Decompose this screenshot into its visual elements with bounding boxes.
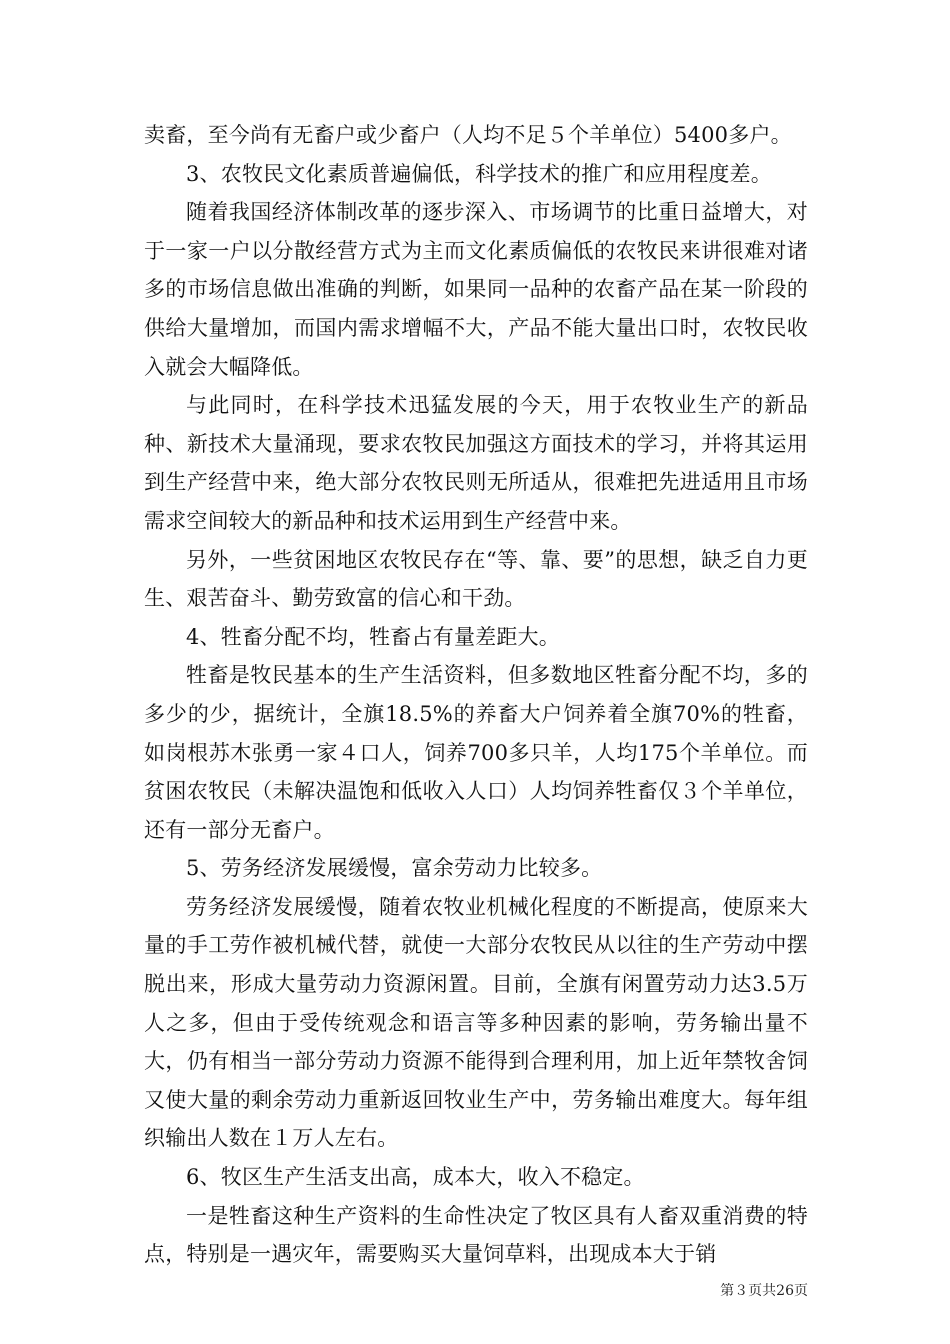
paragraph: 另外，一些贫困地区农牧民存在“等、靠、要”的思想，缺乏自力更生、艰苦奋斗、勤劳致富的信心和干劲。: [144, 547, 808, 611]
paragraph: 4、牲畜分配不均，牲畜占有量差距大。: [186, 624, 560, 649]
paragraph: 劳务经济发展缓慢，随着农牧业机械化程度的不断提高，使原来大量的手工劳作被机械代替，就使一大部分农牧民从以往的生产劳动中摆脱出来，形成大量劳动力资源闲置。目前，全旗有闲置劳动力达3.5万人之多，但由于受传统观念和语言等多种因素的影响，劳务输出量不大，仍有相当一部分劳动力资源不能得到合理利用，加上近年禁牧舍饲又使大量的剩余劳动力重新返回牧业生产中，劳务输出难度大。每年组织输出人数在１万人左右。: [144, 894, 808, 1151]
paragraph: 随着我国经济体制改革的逐步深入、市场调节的比重日益增大，对于一家一户以分散经营方式为主而文化素质偏低的农牧民来讲很难对诸多的市场信息做出准确的判断，如果同一品种的农畜产品在某一阶段的供给大量增加，而国内需求增幅不大，产品不能大量出口时，农牧民收入就会大幅降低。: [144, 200, 808, 379]
paragraph: 卖畜，至今尚有无畜户或少畜户（人均不足５个羊单位）5400多户。: [144, 123, 792, 147]
paragraph: 6、牧区生产生活支出高，成本大，收入不稳定。: [186, 1165, 645, 1190]
page-number-footer: 第３页共26页: [720, 1283, 808, 1299]
paragraph: 5、劳务经济发展缓慢，富余劳动力比较多。: [186, 856, 603, 881]
paragraph: 牲畜是牧民基本的生产生活资料，但多数地区牲畜分配不均，多的多少的少，据统计，全旗18.5%的养畜大户饲养着全旗70%的牲畜，如岗根苏木张勇一家４口人，饲养700多只羊，人均175个羊单位。而贫困农牧民（未解决温饱和低收入人口）人均饲养牲畜仅３个羊单位，还有一部分无畜户。: [144, 663, 808, 842]
paragraph: 3、农牧民文化素质普遍偏低，科学技术的推广和应用程度差。: [186, 161, 772, 186]
paragraph: 一是牲畜这种生产资料的生命性决定了牧区具有人畜双重消费的特点，特别是一遇灾年，需要购买大量饲草料，出现成本大于销: [144, 1203, 808, 1267]
body-text: [144, 116, 808, 1274]
paragraph: 与此同时，在科学技术迅猛发展的今天，用于农牧业生产的新品种、新技术大量涌现，要求农牧民加强这方面技术的学习，并将其运用到生产经营中来，绝大部分农牧民则无所适从，很难把先进适用且市场需求空间较大的新品种和技术运用到生产经营中来。: [144, 393, 808, 533]
